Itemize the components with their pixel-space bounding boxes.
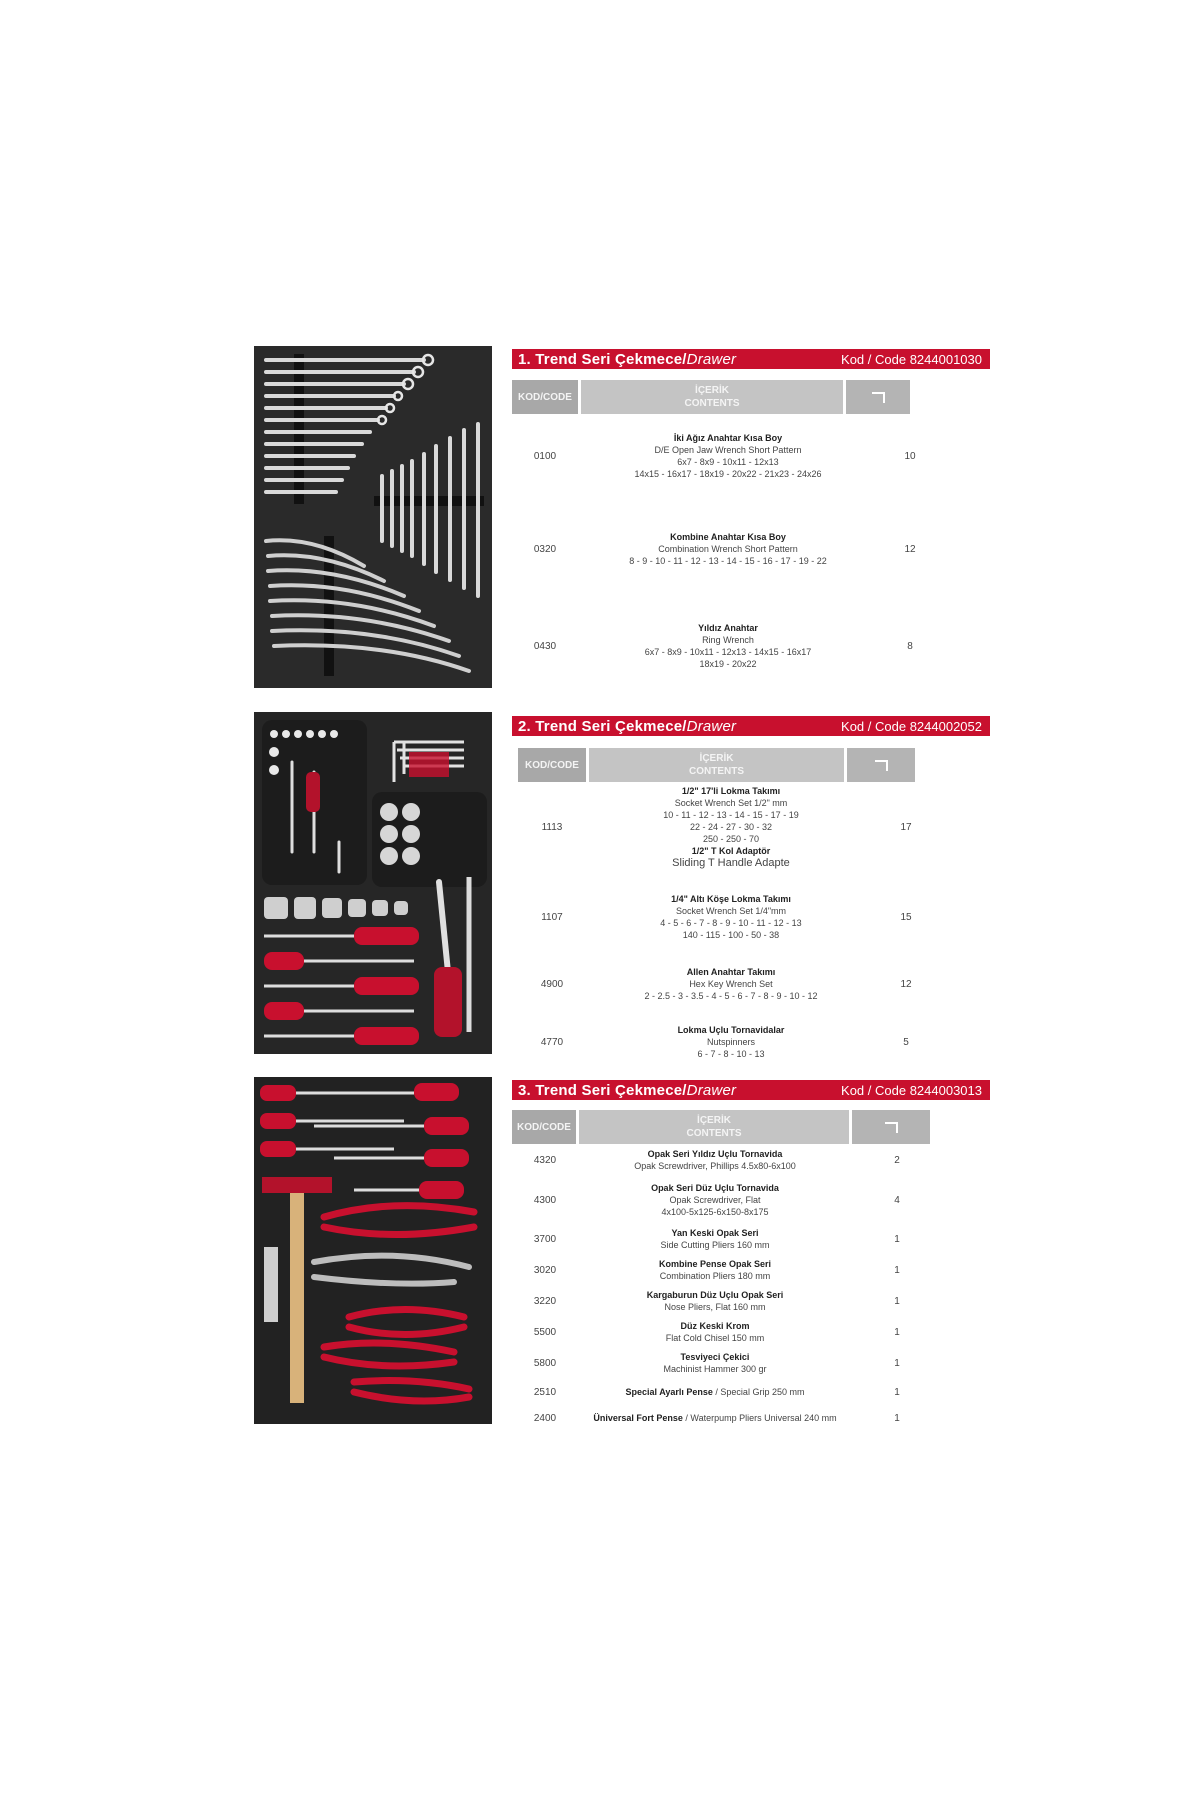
row-line: Socket Wrench Set 1/4"mm — [675, 906, 787, 916]
row-description — [578, 1258, 852, 1282]
row-quantity: 12 — [904, 543, 916, 555]
row-quantity: 2 — [894, 1154, 900, 1166]
section-1-title-bar — [512, 349, 990, 369]
row-name: Lokma Uçlu Tornavidalar — [677, 1025, 785, 1035]
section-3-table-header — [512, 1110, 930, 1144]
row-line: Side Cutting Pliers 160 mm — [660, 1240, 770, 1250]
row-description — [578, 1386, 852, 1398]
row-code: 1107 — [541, 911, 563, 923]
row-quantity: 1 — [894, 1386, 900, 1398]
table-row — [512, 1289, 942, 1313]
row-name: 1/2" 17'li Lokma Takımı — [681, 786, 781, 796]
table-row — [512, 531, 942, 567]
contents-header-en: CONTENTS — [686, 1128, 742, 1139]
row-quantity: 17 — [900, 821, 912, 833]
box-icon — [852, 1110, 930, 1144]
row-line: 140 - 115 - 100 - 50 - 38 — [682, 930, 780, 940]
row-description — [578, 1227, 852, 1251]
row-name: Üniversal Fort Pense — [593, 1413, 683, 1423]
row-code: 4900 — [540, 978, 564, 990]
table-row — [512, 432, 942, 480]
row-line: Combination Pliers 180 mm — [659, 1271, 771, 1281]
row-name: Kombine Anahtar Kısa Boy — [670, 532, 786, 542]
section-2-code: Kod / Code 8244002052 — [841, 718, 982, 734]
row-description — [578, 622, 878, 670]
table-row — [512, 785, 942, 869]
row-line: Combination Wrench Short Pattern — [658, 544, 798, 554]
row-description — [592, 893, 870, 941]
row-name: Tesviyeci Çekici — [680, 1352, 750, 1362]
drawer-3-screwdrivers-pliers-photo — [254, 1077, 492, 1424]
row-description — [578, 531, 878, 567]
section-2-title-bar — [512, 716, 990, 736]
row-quantity: 1 — [894, 1357, 900, 1369]
row-line: 6x7 - 8x9 - 10x11 - 12x13 - 14x15 - 16x17 — [644, 647, 812, 657]
row-line: Nutspinners — [706, 1037, 756, 1047]
section-3-code: Kod / Code 8244003013 — [841, 1082, 982, 1098]
row-name-secondary: 1/2" T Kol Adaptör — [691, 846, 771, 856]
table-row — [512, 966, 942, 1002]
row-code: 0430 — [533, 640, 557, 652]
row-quantity: 1 — [894, 1295, 900, 1307]
row-quantity: 1 — [894, 1233, 900, 1245]
row-description — [578, 1148, 852, 1172]
section-2-title: 2. Trend Seri Çekmece/Drawer — [518, 717, 737, 735]
row-name: Special Ayarlı Pense — [625, 1387, 713, 1397]
row-quantity: 10 — [904, 450, 916, 462]
box-icon — [847, 748, 915, 782]
contents-header-tr: İÇERİK — [695, 385, 729, 396]
row-line: 22 - 24 - 27 - 30 - 32 — [689, 822, 773, 832]
drawer-1-wrenches-photo — [254, 346, 492, 688]
row-description — [578, 1320, 852, 1344]
row-line: 4 - 5 - 6 - 7 - 8 - 9 - 10 - 11 - 12 - 13 — [660, 918, 802, 928]
row-line: D/E Open Jaw Wrench Short Pattern — [654, 445, 802, 455]
row-line: Opak Screwdriver, Phillips 4.5x80-6x100 — [634, 1161, 796, 1171]
contents-column-header — [581, 380, 843, 414]
row-code: 2400 — [533, 1412, 557, 1424]
row-line: Flat Cold Chisel 150 mm — [665, 1333, 765, 1343]
row-description — [592, 1024, 870, 1060]
row-code: 3020 — [533, 1264, 557, 1276]
row-quantity: 12 — [900, 978, 912, 990]
table-row — [512, 1182, 942, 1218]
row-quantity: 4 — [894, 1194, 900, 1206]
row-line: 18x19 - 20x22 — [699, 659, 757, 669]
row-line: 250 - 250 - 70 — [702, 834, 760, 844]
row-code: 1113 — [541, 821, 563, 833]
contents-header-tr: İÇERİK — [699, 753, 734, 764]
wrench-tray-icon — [254, 346, 492, 688]
row-code: 5500 — [533, 1326, 557, 1338]
row-line: 14x15 - 16x17 - 18x19 - 20x22 - 21x23 - 24x26 — [634, 469, 822, 479]
drawer-2-sockets-photo — [254, 712, 492, 1054]
contents-header-tr: İÇERİK — [697, 1115, 731, 1126]
row-description — [578, 432, 878, 480]
row-quantity: 1 — [894, 1264, 900, 1276]
section-3-title-bar — [512, 1080, 990, 1100]
table-row — [512, 1351, 942, 1375]
code-column-header: KOD/CODE — [512, 1110, 576, 1144]
row-code: 2510 — [533, 1386, 557, 1398]
table-row — [512, 1148, 942, 1172]
row-code: 4300 — [533, 1194, 557, 1206]
section-3-title: 3. Trend Seri Çekmece/Drawer — [518, 1081, 737, 1099]
row-name: Opak Seri Düz Uçlu Tornavida — [651, 1183, 779, 1193]
row-description — [578, 1412, 852, 1424]
row-name: Kargaburun Düz Uçlu Opak Seri — [646, 1290, 784, 1300]
section-2-table-header — [512, 748, 915, 782]
contents-header-en: CONTENTS — [689, 766, 744, 777]
row-line: Hex Key Wrench Set — [689, 979, 773, 989]
table-row — [512, 1412, 942, 1424]
row-code: 5800 — [533, 1357, 557, 1369]
row-line: 6x7 - 8x9 - 10x11 - 12x13 — [677, 457, 779, 467]
row-quantity: 15 — [900, 911, 912, 923]
row-code: 4770 — [540, 1036, 564, 1048]
row-description — [592, 966, 870, 1002]
row-code: 4320 — [533, 1154, 557, 1166]
row-name: Düz Keski Krom — [680, 1321, 750, 1331]
contents-column-header — [579, 1110, 849, 1144]
table-row — [512, 1227, 942, 1251]
section-1-code: Kod / Code 8244001030 — [841, 351, 982, 367]
row-name: Allen Anahtar Takımı — [686, 967, 776, 977]
table-row — [512, 1386, 942, 1398]
row-inline-detail: / Waterpump Pliers Universal 240 mm — [682, 1413, 837, 1423]
row-name: İki Ağız Anahtar Kısa Boy — [673, 433, 783, 443]
row-line-secondary: Sliding T Handle Adapte — [672, 857, 790, 869]
table-row — [512, 622, 942, 670]
row-quantity: 1 — [894, 1326, 900, 1338]
row-line: Socket Wrench Set 1/2" mm — [674, 798, 788, 808]
row-line: Opak Screwdriver, Flat — [669, 1195, 761, 1205]
section-1-table-header — [512, 380, 910, 414]
row-quantity: 1 — [894, 1412, 900, 1424]
row-description — [578, 1351, 852, 1375]
table-row — [512, 1320, 942, 1344]
row-name: Yıldız Anahtar — [698, 623, 758, 633]
row-line: 4x100-5x125-6x150-8x175 — [661, 1207, 769, 1217]
row-code: 3700 — [533, 1233, 557, 1245]
row-description — [578, 1289, 852, 1313]
contents-header-en: CONTENTS — [684, 398, 740, 409]
row-line: Machinist Hammer 300 gr — [663, 1364, 767, 1374]
row-line: 10 - 11 - 12 - 13 - 14 - 15 - 17 - 19 — [663, 810, 799, 820]
table-row — [512, 1258, 942, 1282]
row-name: Kombine Pense Opak Seri — [658, 1259, 772, 1269]
section-1-title: 1. Trend Seri Çekmece/Drawer — [518, 350, 737, 368]
row-line: Ring Wrench — [702, 635, 754, 645]
row-description — [578, 1182, 852, 1218]
row-code: 0320 — [533, 543, 557, 555]
code-column-header: KOD/CODE — [518, 748, 586, 782]
row-name: 1/4" Altı Köşe Lokma Takımı — [671, 894, 791, 904]
row-line: 8 - 9 - 10 - 11 - 12 - 13 - 14 - 15 - 16 - 17 - 19 - 22 — [629, 556, 827, 566]
table-row — [512, 1024, 942, 1060]
row-name: Opak Seri Yıldız Uçlu Tornavida — [647, 1149, 783, 1159]
contents-column-header — [589, 748, 844, 782]
table-row — [512, 893, 942, 941]
row-name: Yan Keski Opak Seri — [671, 1228, 759, 1238]
box-icon — [846, 380, 910, 414]
row-line: Nose Pliers, Flat 160 mm — [664, 1302, 766, 1312]
row-quantity: 5 — [903, 1036, 909, 1048]
row-line: 2 - 2.5 - 3 - 3.5 - 4 - 5 - 6 - 7 - 8 - 9 - 10 - 12 — [644, 991, 818, 1001]
row-quantity: 8 — [907, 640, 913, 652]
socket-tray-icon — [254, 712, 492, 1054]
row-description — [592, 785, 870, 869]
row-code: 3220 — [533, 1295, 557, 1307]
code-column-header: KOD/CODE — [512, 380, 578, 414]
row-code: 0100 — [533, 450, 557, 462]
screwdriver-pliers-tray-icon — [254, 1077, 492, 1424]
row-inline-detail: / Special Grip 250 mm — [712, 1387, 805, 1397]
row-line: 6 - 7 - 8 - 10 - 13 — [697, 1049, 765, 1059]
